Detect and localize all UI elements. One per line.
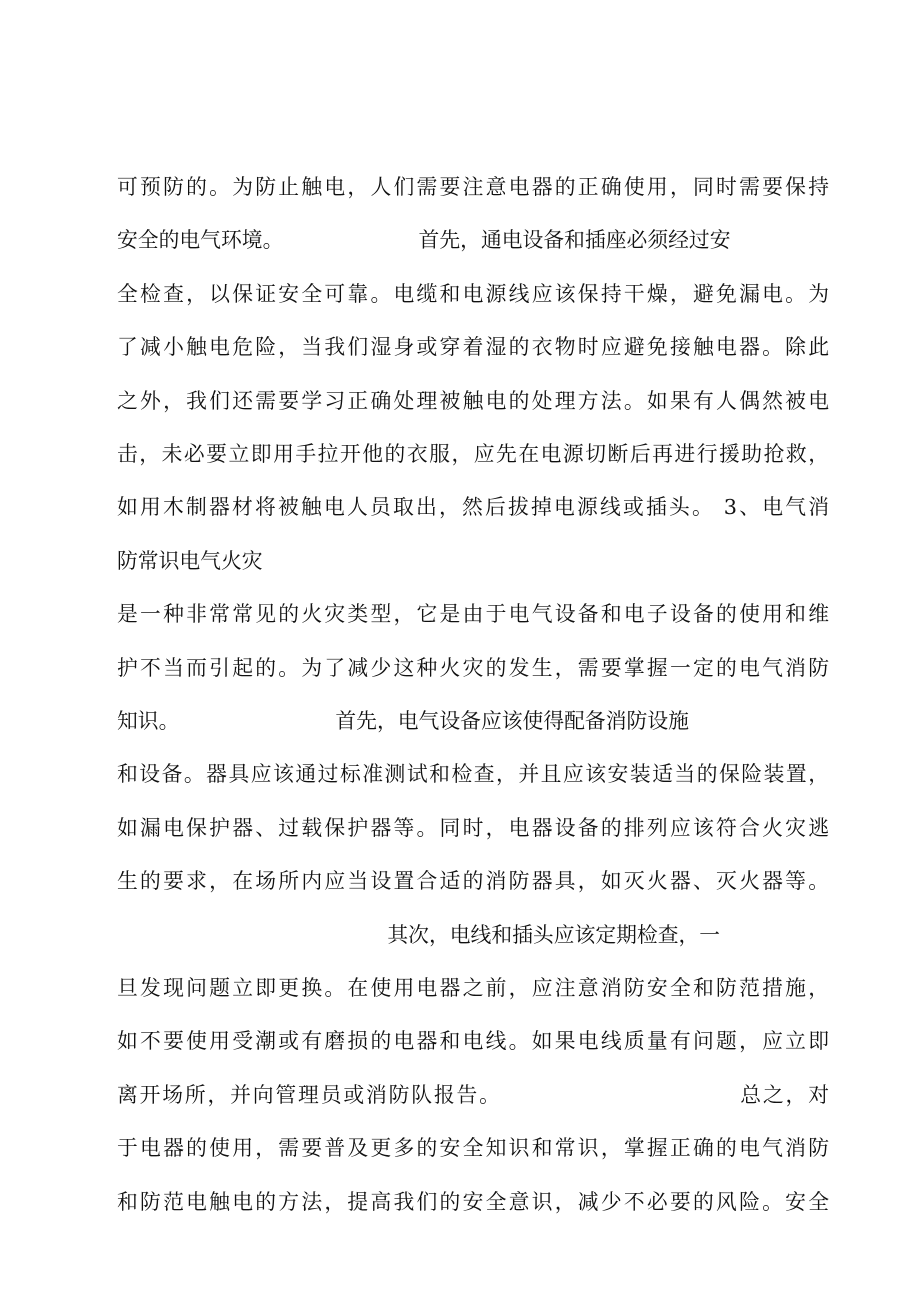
text-line: 旦发现问题立即更换。在使用电器之前，应注意消防安全和防范措施， (117, 976, 829, 1000)
text-line: 了减小触电危险，当我们湿身或穿着湿的衣物时应避免接触电器。除此 (117, 335, 829, 360)
text-line: 和防范电触电的方法，提高我们的安全意识，减少不必要的风险。安全 (117, 1189, 829, 1214)
text-line: 安全的电气环境。 首先，通电设备和插座必须经过安 (117, 228, 731, 253)
text-line: 于电器的使用，需要普及更多的安全知识和常识，掌握正确的电气消防 (117, 1136, 829, 1161)
text-line: 防常识电气火灾 (117, 548, 263, 573)
text-line: 生的要求，在场所内应当设置合适的消防器具，如灭火器、灭火器等。 (117, 869, 829, 894)
text-line: 其次，电线和插头应该定期检查，一 (117, 922, 721, 947)
text-line: 是一种非常常见的火灾类型，它是由于电气设备和电子设备的使用和维 (117, 602, 829, 627)
text-line: 全检查，以保证安全可靠。电缆和电源线应该保持干燥，避免漏电。为 (117, 281, 829, 306)
text-line: 可预防的。为防止触电，人们需要注意电器的正确使用，同时需要保持 (117, 175, 829, 199)
text-line: 如不要使用受潮或有磨损的电器和电线。如果电线质量有问题，应立即 (117, 1029, 829, 1054)
text-line: 离开场所，并向管理员或消防队报告。 总之，对 (117, 1082, 829, 1107)
text-line: 之外，我们还需要学习正确处理被触电的处理方法。如果有人偶然被电 (117, 388, 829, 413)
text-line: 护不当而引起的。为了减少这种火灾的发生，需要掌握一定的电气消防 (117, 655, 829, 680)
text-line: 如漏电保护器、过载保护器等。同时，电器设备的排列应该符合火灾逃 (117, 815, 829, 840)
text-line: 击，未必要立即用手拉开他的衣服，应先在电源切断后再进行援助抢救， (117, 442, 829, 466)
text-line: 和设备。器具应该通过标准测试和检查，并且应该安装适当的保险装置， (117, 762, 829, 787)
text-line: 如用木制器材将被触电人员取出，然后拔掉电源线或插头。 3、电气消 (117, 495, 829, 520)
text-line: 知识。 首先，电气设备应该使得配备消防设施 (117, 709, 689, 733)
